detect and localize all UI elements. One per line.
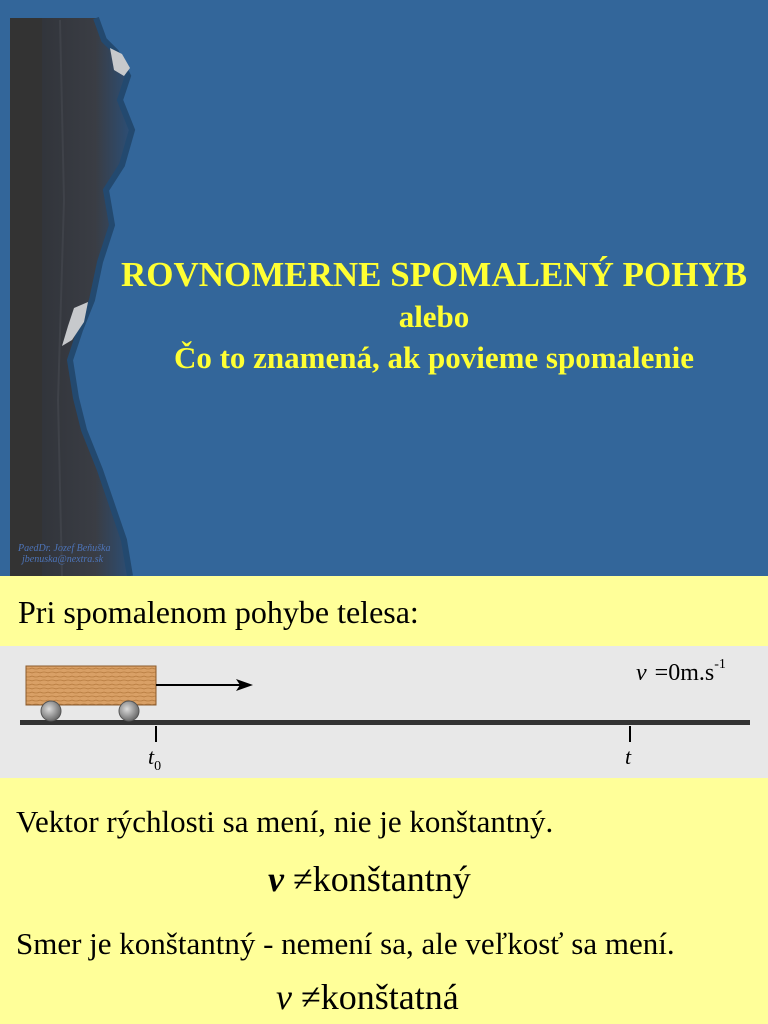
motion-diagram: [0, 646, 768, 778]
formula-speed-magnitude: [276, 976, 459, 1018]
cart-body: [26, 666, 156, 705]
velocity-exponent: -1: [714, 657, 726, 672]
velocity-readout: [636, 657, 726, 686]
velocity-value: 0m.s: [668, 660, 715, 686]
formula1-relation: ≠: [292, 859, 313, 899]
velocity-arrow: [156, 679, 253, 691]
intro-text: Pri spomalenom pohybe telesa:: [18, 594, 419, 630]
tick-start-label: [148, 744, 161, 774]
formula1-text: konštantný: [312, 859, 471, 899]
slide-subtitle: Čo to znamená, ak povieme spomalenie: [173, 340, 695, 375]
content-slide: [0, 576, 768, 1024]
author-name: PaedDr. Jozef Beňuška: [18, 543, 111, 554]
motion-animation: [0, 646, 768, 778]
tick-start-subscript: 0: [154, 759, 162, 774]
cliff-face: [10, 18, 42, 576]
formula2-relation: ≠: [300, 977, 321, 1017]
statement-velocity-vector: Vektor rýchlosti sa mení, nie je konštantný.: [16, 804, 554, 839]
formula1-symbol: v: [268, 859, 284, 899]
velocity-equals: =: [654, 660, 669, 686]
formula2-text: konštatná: [320, 977, 459, 1017]
cart-wheel-rear: [41, 701, 61, 721]
formula2-symbol: v: [276, 977, 292, 1017]
velocity-symbol: v: [636, 660, 647, 686]
author-email: jbenuska@nextra.sk: [22, 554, 104, 565]
author-info: [18, 543, 110, 565]
statement-direction: Smer je konštantný - nemení sa, ale veľkosť sa mení.: [16, 926, 675, 961]
slide-subtitle-connector: alebo: [398, 299, 470, 334]
formula-velocity-vector: [268, 858, 471, 900]
slide-title-block: [100, 253, 768, 379]
cart-wheel-front: [119, 701, 139, 721]
tick-end-label: t: [625, 744, 632, 769]
tick-start-symbol: t: [148, 744, 155, 769]
slide-title: ROVNOMERNE SPOMALENÝ POHYB: [120, 255, 748, 294]
